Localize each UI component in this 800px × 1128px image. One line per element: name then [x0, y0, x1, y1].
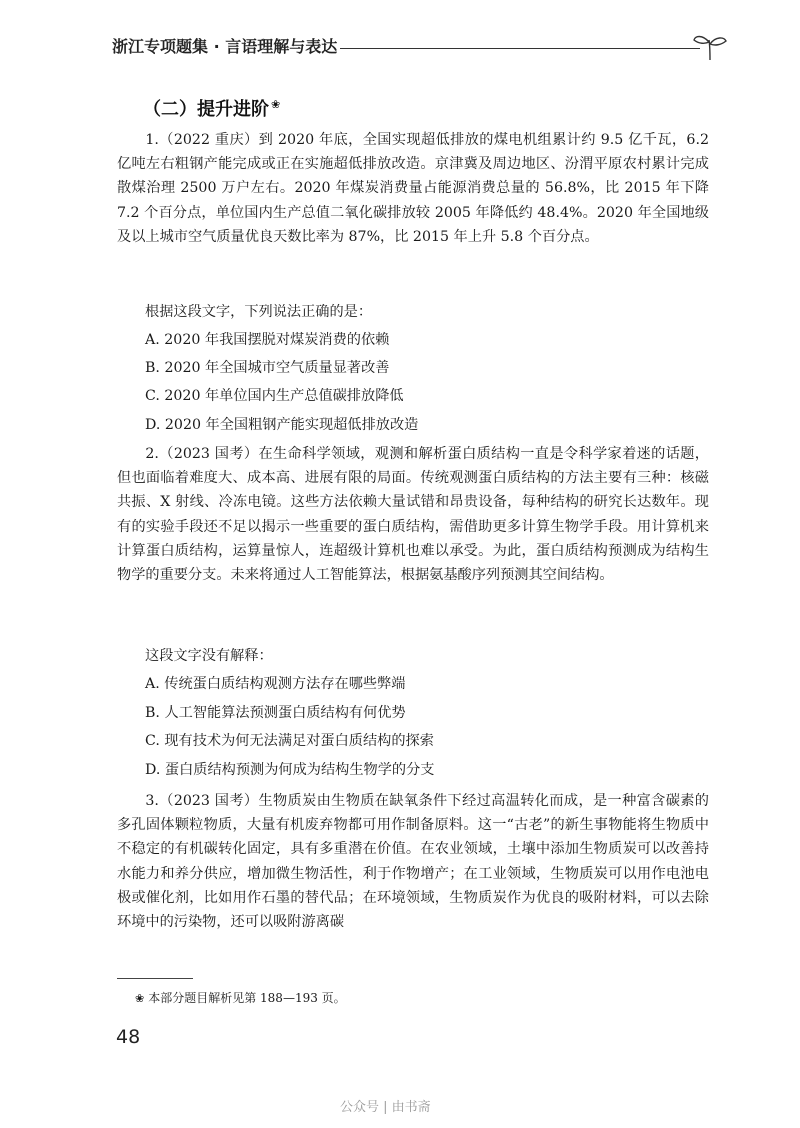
footnote: [135, 989, 346, 1006]
question-2-prompt: 这段文字没有解释：: [145, 648, 273, 664]
question-1-option-b: B. 2020 年全国城市空气质量显著改善: [145, 360, 390, 376]
running-header: [112, 30, 722, 66]
question-1-option-a: A. 2020 年我国摆脱对煤炭消费的依赖: [145, 332, 390, 348]
header-title: 浙江专项题集 · 言语理解与表达: [112, 37, 338, 56]
question-1-option-c: C. 2020 年单位国内生产总值碳排放降低: [145, 388, 404, 404]
question-3-paragraph: 3.（2023 国考）生物质炭由生物质在缺氧条件下经过高温转化而成，是一种富含碳素的多孔固体颗粒物质，大量有机废弃物都可用作制备原料。这一“古老”的新生事物能将生物质中不稳定的有机碳转化固定，具有多重潜在价值。在农业领域，土壤中添加生物质炭可以改善持水能力和养分供应，增加微生物活性，利于作物增产；在工业领域，生物质炭可以用作电池电极或催化剂，比如用作石墨的替代品；在环境领域，生物质炭作为优良的吸附材料，可以去除环境中的污染物，还可以吸附游离碳: [117, 793, 709, 931]
question-2-option-d: D. 蛋白质结构预测为何成为结构生物学的分支: [145, 762, 435, 778]
section-heading: [143, 95, 280, 121]
flower-mark-icon: ❀: [271, 98, 281, 111]
question-1-prompt: 根据这段文字，下列说法正确的是：: [145, 304, 373, 320]
question-1-paragraph: 1.（2022 重庆）到 2020 年底，全国实现超低排放的煤电机组累计约 9.5 亿千瓦，6.2 亿吨左右粗钢产能完成或正在实施超低排放改造。京津冀及周边地区、汾渭平原农村累计完成散煤治理 2500 万户左右。2020 年煤炭消费量占能源消费总量的 56.8%，比 2015 年下降 7.2 个百分点，单位国内生产总值二氧化碳排放较 2005 年降低约 48.4%。2020 年全国地级及以上城市空气质量优良天数比率为 87%，比 2015 年上升 5.8 个百分点。: [117, 132, 709, 245]
header-rule: [340, 48, 700, 49]
footnote-text: 本部分题目解析见第 188—193 页。: [148, 991, 346, 1005]
question-2-option-b: B. 人工智能算法预测蛋白质结构有何优势: [145, 705, 406, 721]
watermark: 公众号 | 由书斋: [340, 1100, 431, 1115]
question-1-option-d: D. 2020 年全国粗钢产能实现超低排放改造: [145, 417, 419, 433]
question-2-option-c: C. 现有技术为何无法满足对蛋白质结构的探索: [145, 733, 434, 749]
question-3: [117, 789, 709, 934]
question-2-option-a: A. 传统蛋白质结构观测方法存在哪些弊端: [145, 676, 406, 692]
flower-mark-icon: ❀: [135, 992, 145, 1005]
sprout-icon: [692, 30, 728, 62]
question-2-paragraph: 2.（2023 国考）在生命科学领域，观测和解析蛋白质结构一直是令科学家着迷的话题，但也面临着难度大、成本高、进展有限的局面。传统观测蛋白质结构的方法主要有三种：核磁共振、X 射线、冷冻电镜。这些方法依赖大量试错和昂贵设备，每种结构的研究长达数年。现有的实验手段还不足以揭示一些重要的蛋白质结构，需借助更多计算生物学手段。用计算机来计算蛋白质结构，运算量惊人，连超级计算机也难以承受。为此，蛋白质结构预测成为结构生物学的重要分支。未来将通过人工智能算法，根据氨基酸序列预测其空间结构。: [117, 446, 709, 584]
section-heading-text: （二）提升进阶: [143, 99, 269, 120]
page-number: 48: [116, 1026, 141, 1048]
question-1: [117, 128, 709, 249]
question-2: [117, 442, 709, 587]
footnote-rule: [117, 978, 193, 979]
